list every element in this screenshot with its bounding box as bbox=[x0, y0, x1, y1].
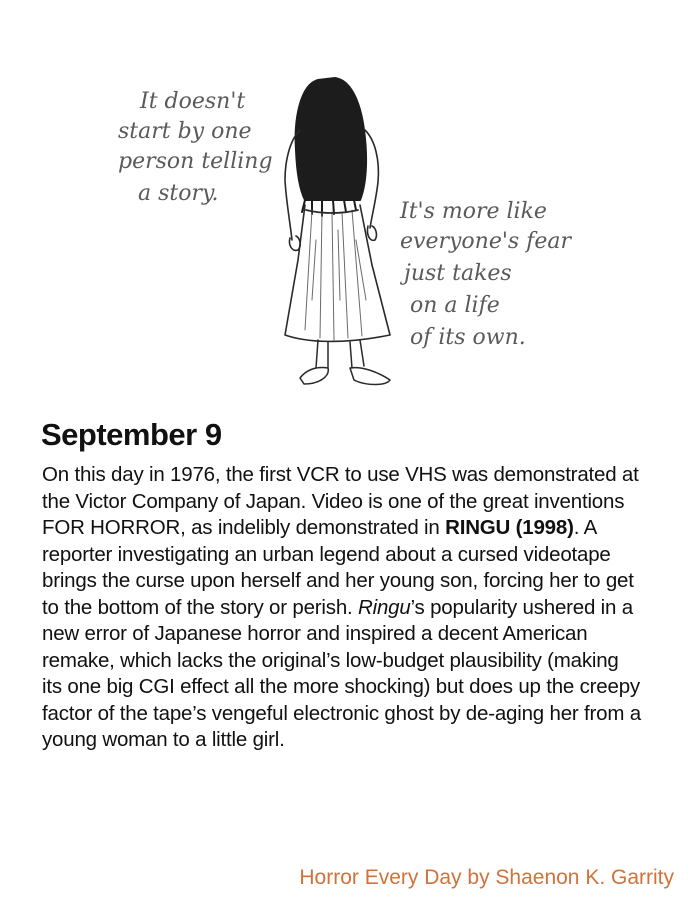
speech-right-line: just takes bbox=[404, 261, 512, 286]
ghost-girl-illustration bbox=[0, 0, 700, 400]
speech-right-line: It's more like bbox=[400, 199, 547, 224]
speech-left-line: start by one bbox=[118, 119, 252, 144]
film-title: RINGU (1998) bbox=[445, 516, 574, 539]
body-text-part: On this day in 1976, the first VCR to use VHS was demonstrated at the Victor Company of Japan. Video is one of the great inventions FOR HORROR, as indelibly demonstrated in bbox=[42, 463, 639, 539]
speech-right bbox=[399, 199, 572, 350]
body-text-part: . A reporter investigating an urban legend about a cursed videotape brings the curse upon herself and her young son, forcing her to get to the bottom of the story or perish. bbox=[42, 516, 634, 619]
film-title-italic: Ringu bbox=[358, 595, 411, 619]
ghost-girl-figure bbox=[285, 78, 390, 385]
speech-right-line: on a life bbox=[410, 293, 500, 318]
speech-left-line: It doesn't bbox=[140, 89, 246, 114]
speech-left bbox=[118, 89, 273, 206]
entry-body bbox=[42, 462, 642, 754]
speech-right-line: of its own. bbox=[410, 325, 526, 350]
speech-left-line: person telling bbox=[118, 149, 273, 174]
speech-right-line: everyone's fear bbox=[400, 229, 571, 254]
speech-left-line: a story. bbox=[138, 181, 219, 206]
body-text-part: ’s popularity ushered in a new error of Japanese horror and inspired a decent American remake, which lacks the original’s low-budget plausibility (making its one big CGI effect all the more shocking) but does up the creepy factor of the tape’s vengeful electronic ghost by de-aging her from a young woman to a little girl. bbox=[42, 595, 641, 751]
author-credit: Horror Every Day by Shaenon K. Garrity bbox=[299, 866, 674, 889]
entry-date: September 9 bbox=[41, 417, 222, 452]
